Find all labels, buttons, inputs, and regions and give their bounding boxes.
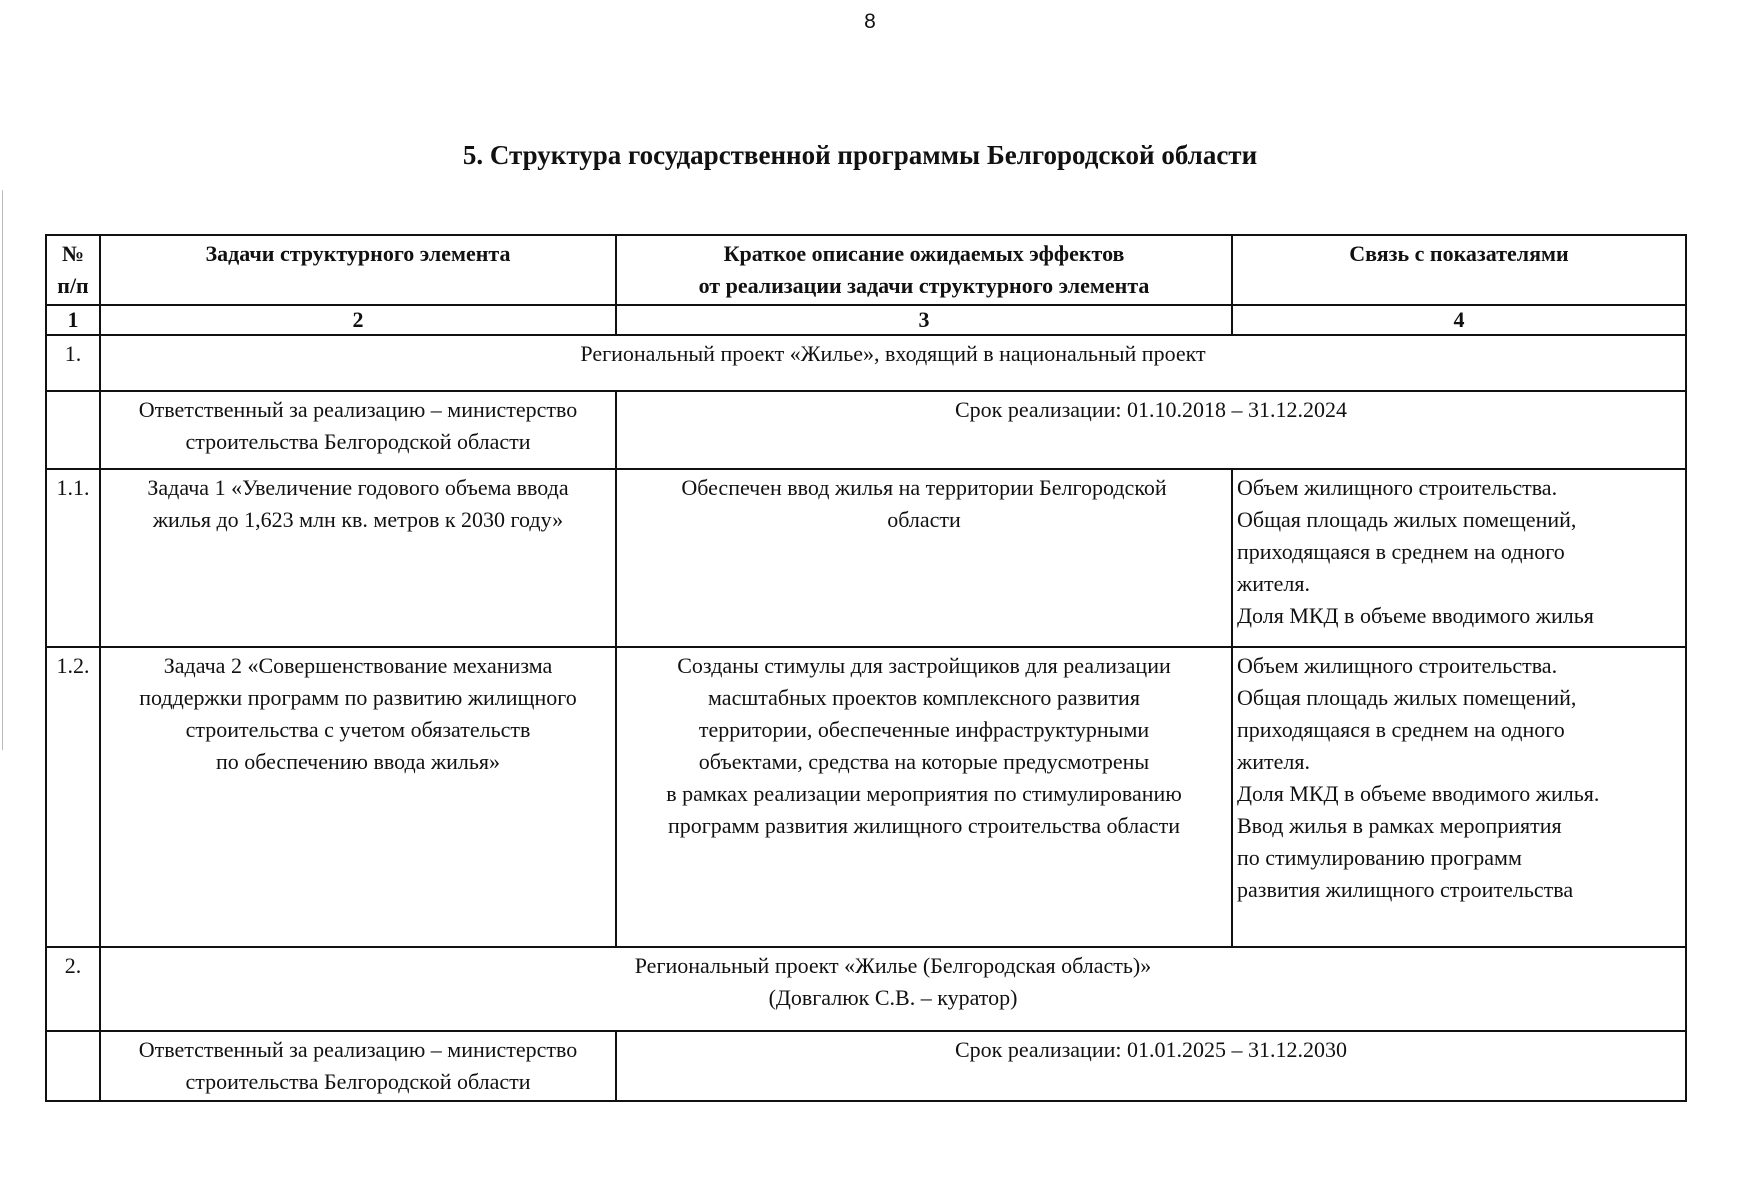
expected-effect: Обеспечен ввод жилья на территории Белгородской области	[616, 469, 1232, 647]
header-indicators: Связь с показателями	[1232, 235, 1686, 305]
page-number: 8	[864, 10, 876, 33]
table-row-task-1	[46, 469, 1686, 647]
section-title: 5. Структура государственной программы Белгородской области	[462, 140, 1258, 170]
table-row-responsible-2	[46, 1031, 1686, 1101]
task-description: Задача 1 «Увеличение годового объема ввода жилья до 1,623 млн кв. метров к 2030 году»	[100, 469, 616, 647]
column-number-4: 4	[1232, 305, 1686, 335]
empty-number-cell	[46, 1031, 100, 1101]
column-number-3: 3	[616, 305, 1232, 335]
implementation-period: Срок реализации: 01.01.2025 – 31.12.2030	[616, 1031, 1686, 1101]
binding-margin-line	[2, 190, 3, 750]
related-indicators: Объем жилищного строительства. Общая площадь жилых помещений, приходящаяся в среднем на одного жителя. Доля МКД в объеме вводимого жилья. Ввод жилья в рамках мероприятия по стимулированию программ развития жилищного строительства	[1232, 647, 1686, 947]
project-title: Региональный проект «Жилье (Белгородская область)» (Довгалюк С.В. – куратор)	[100, 947, 1686, 1031]
header-effects: Краткое описание ожидаемых эффектов от реализации задачи структурного элемента	[616, 235, 1232, 305]
row-number: 2.	[46, 947, 100, 1031]
column-number-2: 2	[100, 305, 616, 335]
header-tasks: Задачи структурного элемента	[100, 235, 616, 305]
related-indicators: Объем жилищного строительства. Общая площадь жилых помещений, приходящаяся в среднем на одного жителя. Доля МКД в объеме вводимого жилья	[1232, 469, 1686, 647]
column-number-row	[46, 305, 1686, 335]
table-row-project-2	[46, 947, 1686, 1031]
expected-effect: Созданы стимулы для застройщиков для реализации масштабных проектов комплексного развития территории, обеспеченные инфраструктурными объектами, средства на которые предусмотрены в рамках реализации мероприятия по стимулированию программ развития жилищного строительства области	[616, 647, 1232, 947]
table-header-row	[46, 235, 1686, 305]
responsible-ministry: Ответственный за реализацию – министерство строительства Белгородской области	[100, 391, 616, 469]
row-number: 1.2.	[46, 647, 100, 947]
responsible-ministry: Ответственный за реализацию – министерство строительства Белгородской области	[100, 1031, 616, 1101]
table-row-responsible-1	[46, 391, 1686, 469]
empty-number-cell	[46, 391, 100, 469]
row-number: 1.1.	[46, 469, 100, 647]
table-row-task-2	[46, 647, 1686, 947]
program-structure-table	[45, 234, 1687, 1102]
column-number-1: 1	[46, 305, 100, 335]
implementation-period: Срок реализации: 01.10.2018 – 31.12.2024	[616, 391, 1686, 469]
table-row-project-1	[46, 335, 1686, 391]
header-number: № п/п	[46, 235, 100, 305]
task-description: Задача 2 «Совершенствование механизма поддержки программ по развитию жилищного строительства с учетом обязательств по обеспечению ввода жилья»	[100, 647, 616, 947]
project-title: Региональный проект «Жилье», входящий в национальный проект	[100, 335, 1686, 391]
row-number: 1.	[46, 335, 100, 391]
